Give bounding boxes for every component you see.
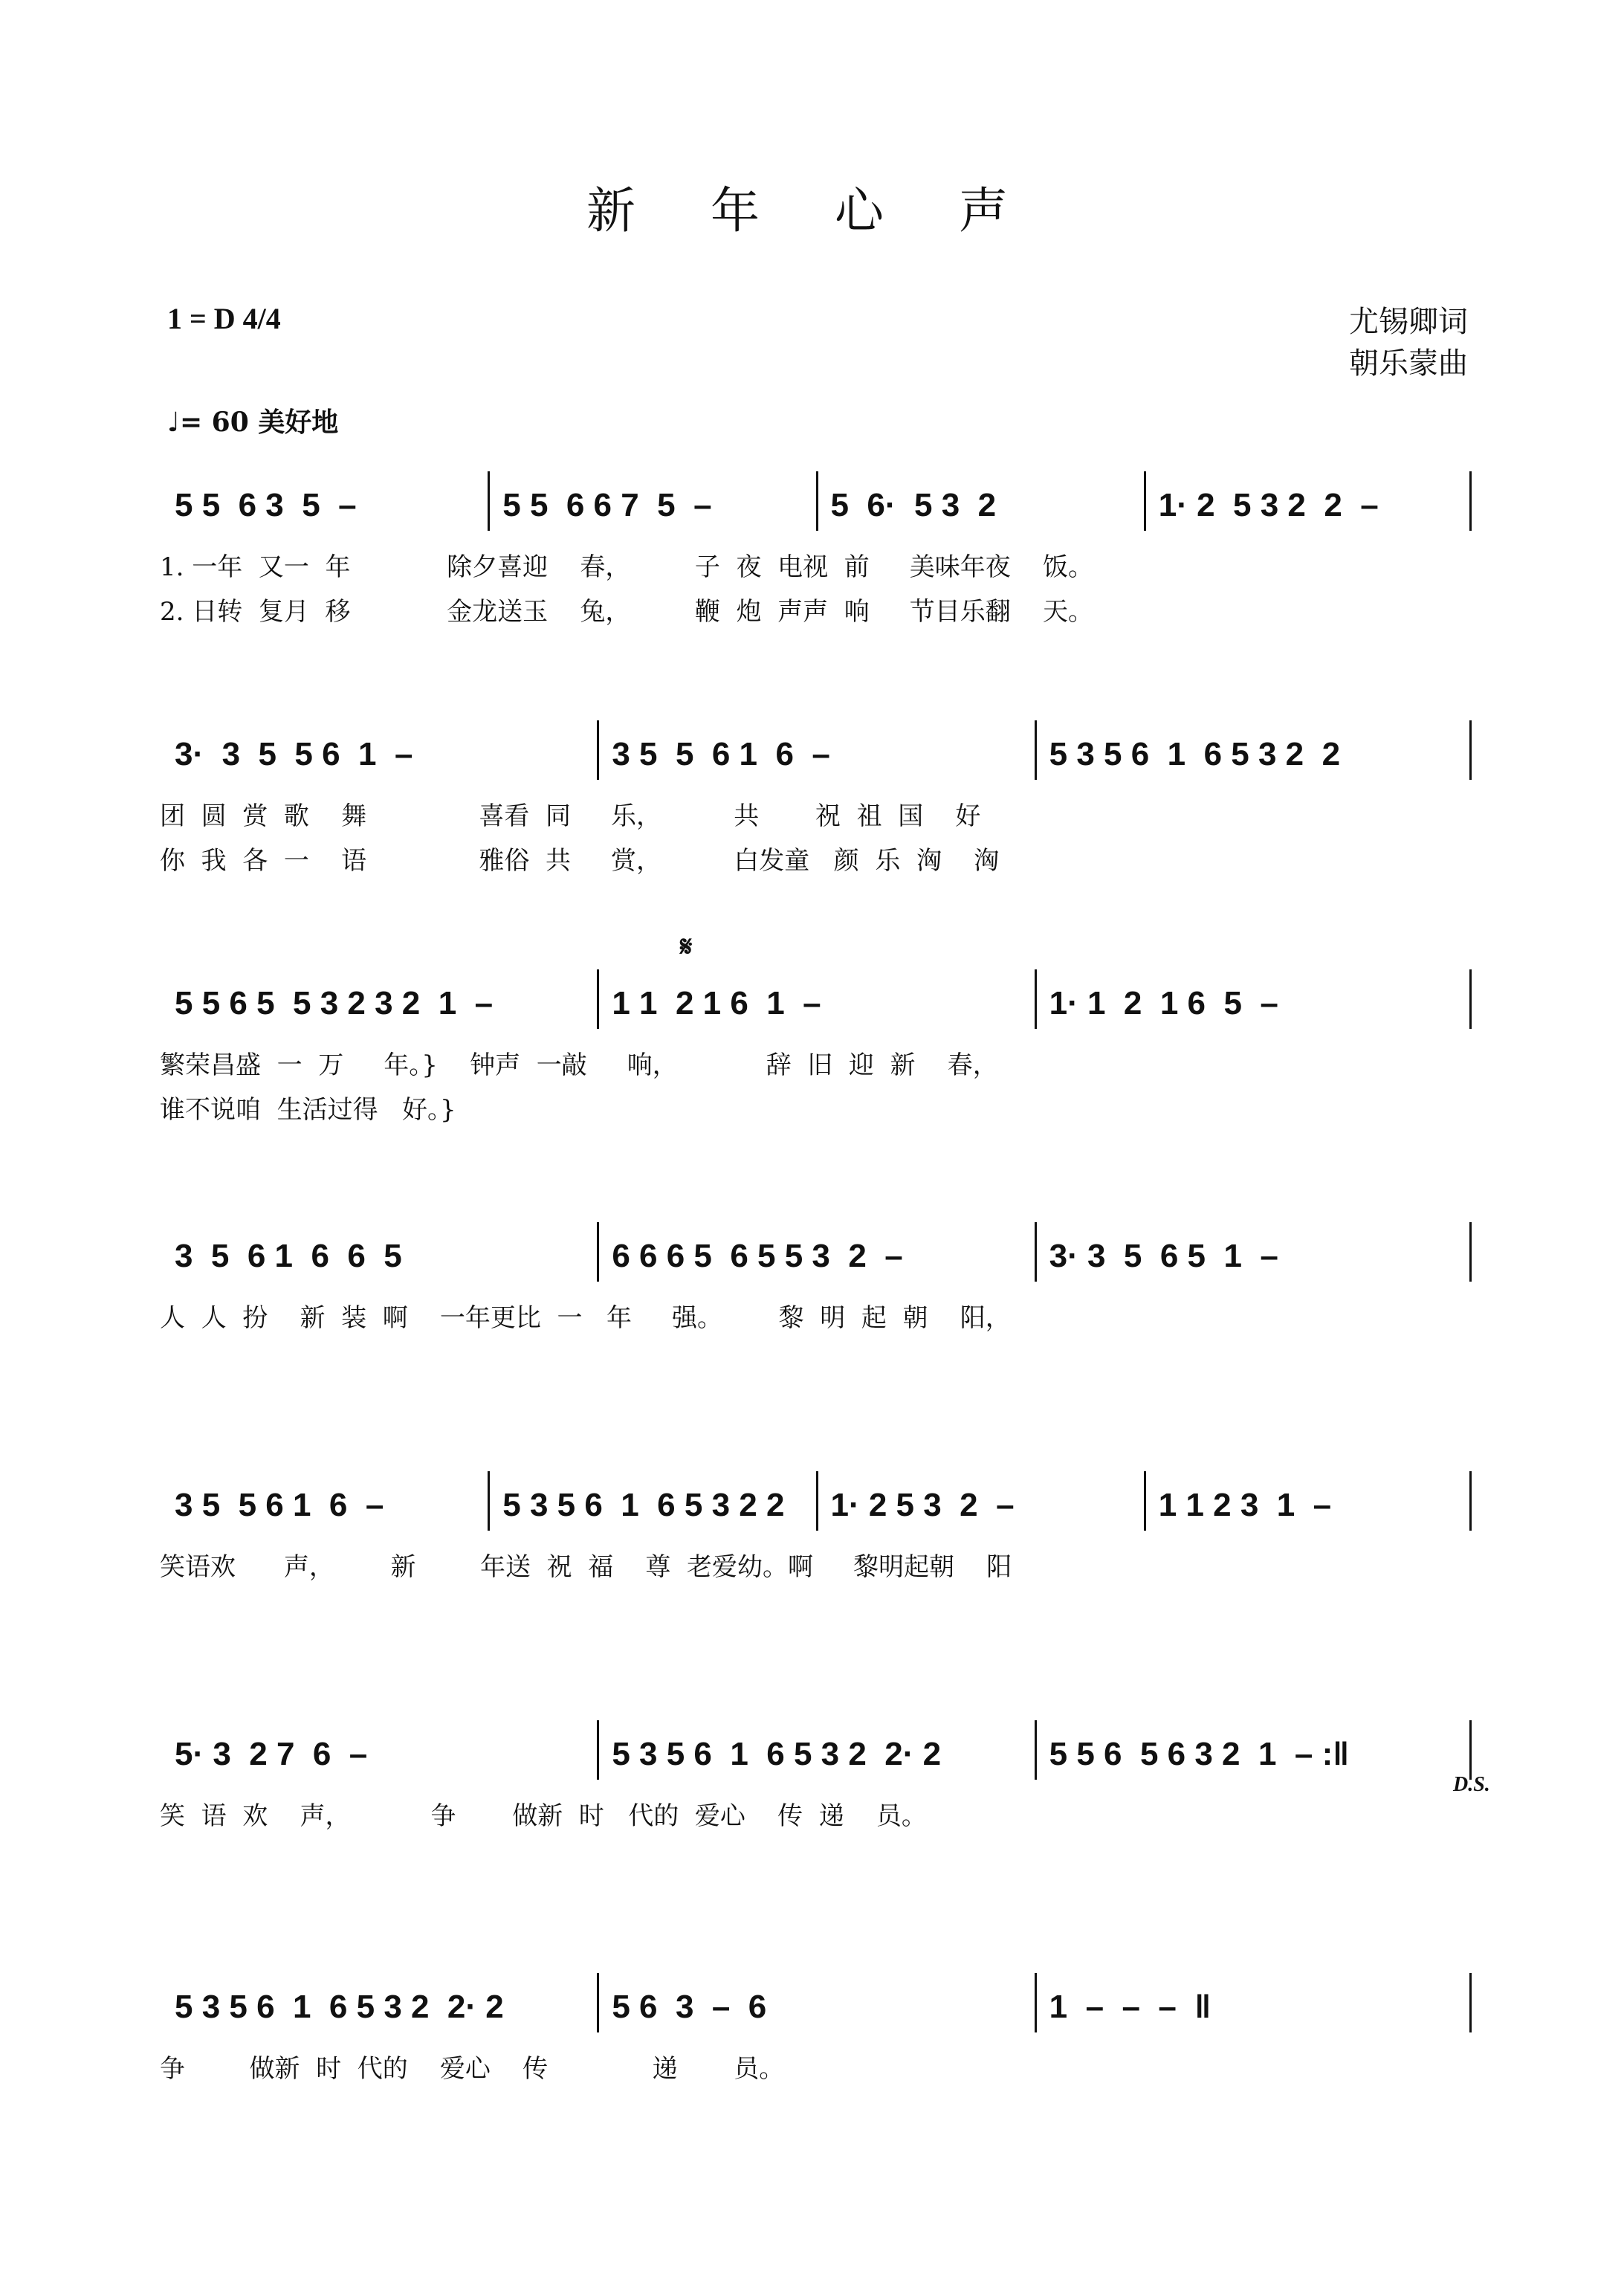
measure: 3· 3 5 6 5 1 –	[1049, 1238, 1278, 1274]
measure: 3 5 5 6 1 6 –	[612, 736, 830, 772]
measure: 5 5 6 5 6 3 2 1 – :‖	[1049, 1736, 1350, 1772]
barline	[597, 969, 599, 1029]
measure: 5 5 6 5 5 3 2 3 2 1 –	[175, 985, 494, 1021]
barline	[1035, 1720, 1037, 1780]
barline	[1035, 969, 1037, 1029]
barline	[1035, 720, 1037, 780]
measure: 5 5 6 3 5 –	[175, 487, 357, 523]
tempo-marking: ♩= 60 美好地	[167, 407, 339, 438]
ds-mark: D.S.	[1453, 1773, 1490, 1796]
barline	[1469, 1222, 1472, 1282]
lyric-line: 1. 一年 又一 年 除夕喜迎 春， 子 夜 电视 前 美味年夜 饭。	[160, 552, 1093, 582]
measure: 1 – – – ‖	[1049, 1989, 1211, 2025]
barline	[816, 1471, 818, 1531]
lyric-line: 2. 日转 复月 移 金龙送玉 兔， 鞭 炮 声声 响 节目乐翻 天。	[160, 597, 1093, 627]
measure: 5· 3 2 7 6 –	[175, 1736, 368, 1772]
measure: 5 6 3 – 6	[612, 1989, 767, 2025]
measure: 6 6 6 5 6 5 5 3 2 –	[612, 1238, 903, 1274]
lyric-line: 笑语欢 声， 新 年送 祝 福 尊 老爱幼。啊 黎明起朝 阳	[160, 1552, 1012, 1582]
barline	[1035, 1973, 1037, 2032]
barline	[1144, 471, 1146, 531]
lyric-line: 笑 语 欢 声， 争 做新 时 代的 爱心 传 递 员。	[160, 1801, 927, 1831]
barline	[597, 1222, 599, 1282]
lyric-line: 争 做新 时 代的 爱心 传 递 员。	[160, 2054, 785, 2084]
credits	[1349, 301, 1468, 384]
lyric-line: 繁荣昌盛 一 万 年。} 钟声 一敲 响， 辞 旧 迎 新 春，	[160, 1050, 998, 1080]
page-title: 新 年 心 声	[586, 182, 1038, 239]
notes-row	[160, 725, 1472, 784]
measure: 3 5 6 1 6 6 5	[175, 1238, 402, 1274]
notes-row	[160, 974, 1472, 1033]
measure: 1· 2 5 3 2 –	[830, 1487, 1015, 1523]
lyric-line: 谁不说咱 生活过得 好。}	[160, 1095, 456, 1125]
barline	[1469, 969, 1472, 1029]
measure: 3· 3 5 5 6 1 –	[175, 736, 413, 772]
composer: 朝乐蒙曲	[1349, 346, 1468, 381]
barline	[1469, 1720, 1472, 1780]
barline	[1035, 1222, 1037, 1282]
measure: 5 3 5 6 1 6 5 3 2 2	[502, 1487, 785, 1523]
barline	[816, 471, 818, 531]
measure: 5 6· 5 3 2	[830, 487, 997, 523]
measure: 1 1 2 3 1 –	[1158, 1487, 1332, 1523]
barline	[597, 720, 599, 780]
barline	[1469, 720, 1472, 780]
barline	[597, 1720, 599, 1780]
barline	[1469, 471, 1472, 531]
measure: 1· 2 5 3 2 2 –	[1158, 487, 1379, 523]
barline	[488, 1471, 490, 1531]
key-signature: 1 = D 4/4	[167, 302, 281, 335]
notes-row	[160, 1227, 1472, 1286]
segno-mark: 𝄋	[680, 929, 693, 963]
notes-row	[160, 1977, 1472, 2037]
notes-row	[160, 1476, 1472, 1535]
measure: 5 3 5 6 1 6 5 3 2 2	[1049, 736, 1341, 772]
measure: 3 5 5 6 1 6 –	[175, 1487, 384, 1523]
measure: 5 3 5 6 1 6 5 3 2 2· 2	[612, 1736, 942, 1772]
barline	[488, 471, 490, 531]
barline	[1469, 1471, 1472, 1531]
measure: 5 5 6 6 7 5 –	[502, 487, 712, 523]
barline	[1144, 1471, 1146, 1531]
lyric-line: 团 圆 赏 歌 舞 喜看 同 乐， 共 祝 祖 国 好	[160, 801, 981, 831]
notes-row	[160, 476, 1472, 535]
lyric-line: 人 人 扮 新 装 啊 一年更比 一 年 强。 黎 明 起 朝 阳，	[160, 1303, 1011, 1333]
lyric-line: 你 我 各 一 语 雅俗 共 赏， 白发童 颜 乐 洶 洶	[160, 846, 1000, 876]
lyricist: 尤锡卿词	[1349, 305, 1468, 339]
barline	[1469, 1973, 1472, 2032]
notes-row	[160, 1725, 1472, 1784]
measure: 5 3 5 6 1 6 5 3 2 2· 2	[175, 1989, 504, 2025]
barline	[597, 1973, 599, 2032]
measure: 1 1 2 1 6 1 –	[612, 985, 821, 1021]
measure: 1· 1 2 1 6 5 –	[1049, 985, 1278, 1021]
